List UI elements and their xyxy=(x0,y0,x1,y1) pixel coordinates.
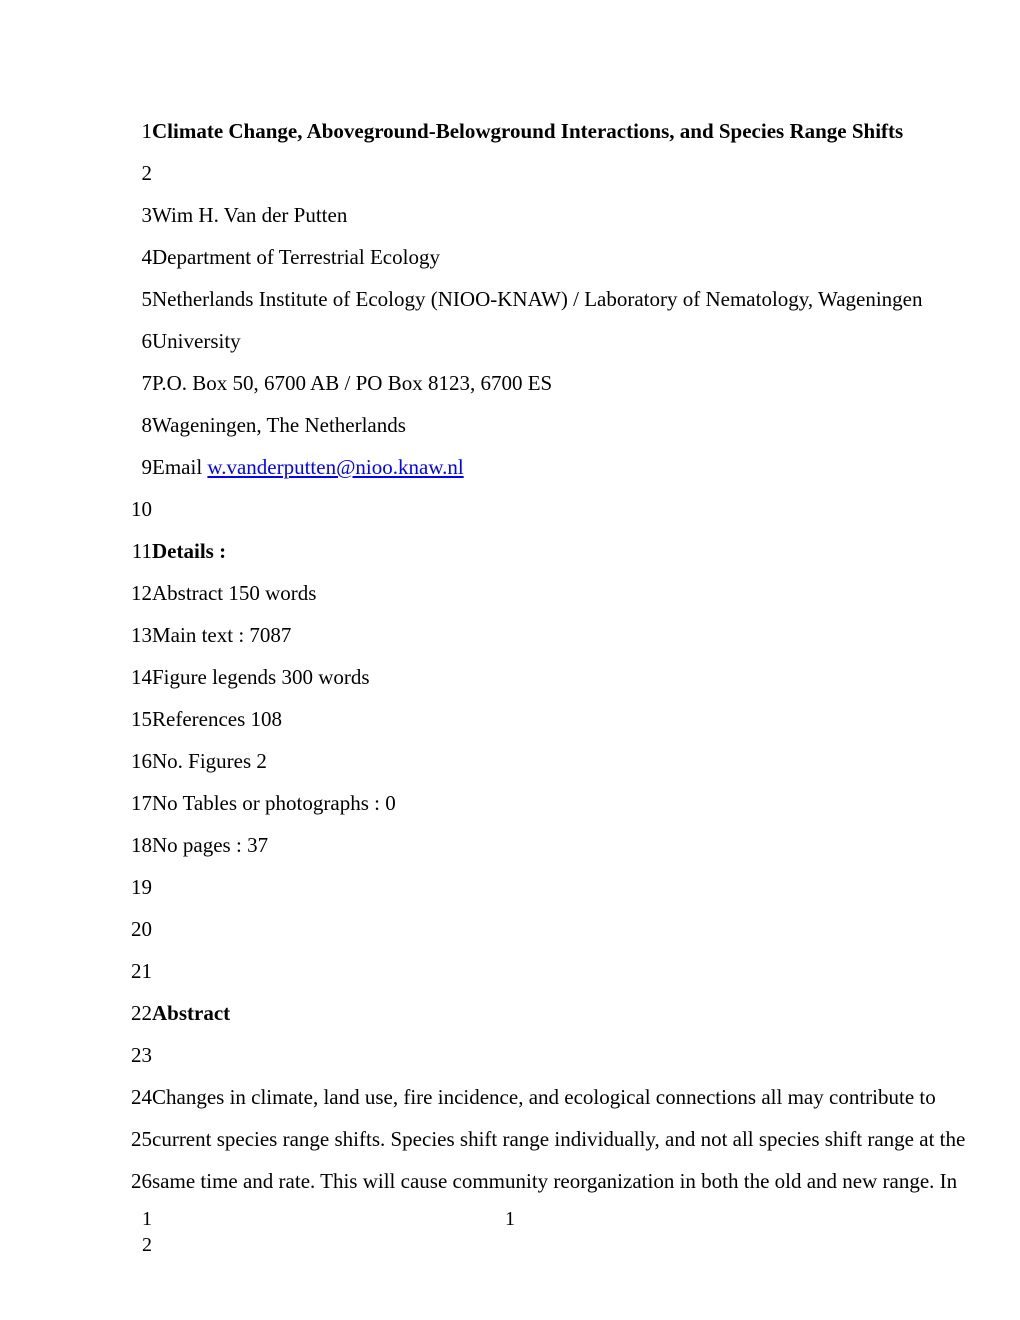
line-number: 22 xyxy=(131,1001,152,1025)
line-number: 1 xyxy=(141,119,152,143)
document-line xyxy=(0,194,1020,236)
document-line xyxy=(0,824,1020,866)
line-text: Wageningen, The Netherlands xyxy=(152,413,406,437)
document-line xyxy=(0,236,1020,278)
line-text: University xyxy=(152,329,241,353)
line-text: Figure legends 300 words xyxy=(152,665,370,689)
line-number: 21 xyxy=(131,959,152,983)
line-text: P.O. Box 50, 6700 AB / PO Box 8123, 6700 ES xyxy=(152,371,553,395)
document-line xyxy=(0,740,1020,782)
line-number: 10 xyxy=(131,497,152,521)
document-line xyxy=(0,1160,1020,1202)
document-line xyxy=(0,320,1020,362)
line-number: 12 xyxy=(131,581,152,605)
document-line xyxy=(0,404,1020,446)
line-text: Abstract 150 words xyxy=(152,581,317,605)
line-text: Details : xyxy=(152,539,227,563)
line-text-prefix: Email xyxy=(152,455,208,479)
line-text: same time and rate. This will cause community reorganization in both the old and new range. In xyxy=(152,1169,958,1193)
line-number: 5 xyxy=(141,287,152,311)
document-line xyxy=(0,362,1020,404)
line-number: 24 xyxy=(131,1085,152,1109)
document-line xyxy=(0,1076,1020,1118)
line-number: 4 xyxy=(141,245,152,269)
line-text: Wim H. Van der Putten xyxy=(152,203,348,227)
line-number: 15 xyxy=(131,707,152,731)
line-text: No pages : 37 xyxy=(152,833,269,857)
document-line xyxy=(0,1034,1020,1076)
line-number: 6 xyxy=(141,329,152,353)
footer-line-number: 1 xyxy=(142,1208,152,1230)
document-line xyxy=(0,446,1020,488)
line-number: 16 xyxy=(131,749,152,773)
line-number: 7 xyxy=(141,371,152,395)
document-line xyxy=(0,950,1020,992)
line-number: 25 xyxy=(131,1127,152,1151)
line-text: Netherlands Institute of Ecology (NIOO-KNAW) / Laboratory of Nematology, Wageningen xyxy=(152,287,923,311)
document-line xyxy=(0,866,1020,908)
email-link[interactable]: w.vanderputten@nioo.knaw.nl xyxy=(207,455,464,479)
document-line xyxy=(0,656,1020,698)
line-number: 26 xyxy=(131,1169,152,1193)
document-line xyxy=(0,992,1020,1034)
line-text: Climate Change, Aboveground-Belowground Interactions, and Species Range Shifts xyxy=(152,119,904,143)
document-line xyxy=(0,698,1020,740)
line-text: Main text : 7087 xyxy=(152,623,292,647)
document-line xyxy=(0,614,1020,656)
line-number: 13 xyxy=(131,623,152,647)
line-number: 18 xyxy=(131,833,152,857)
document-line xyxy=(0,530,1020,572)
line-number: 3 xyxy=(141,203,152,227)
line-number: 17 xyxy=(131,791,152,815)
line-text: References 108 xyxy=(152,707,283,731)
line-number: 8 xyxy=(141,413,152,437)
line-container xyxy=(0,110,1020,1202)
footer-line-number: 2 xyxy=(142,1234,152,1256)
line-text: Department of Terrestrial Ecology xyxy=(152,245,440,269)
line-number: 19 xyxy=(131,875,152,899)
document-line xyxy=(0,908,1020,950)
document-line xyxy=(0,278,1020,320)
document-line xyxy=(0,572,1020,614)
line-text: Changes in climate, land use, fire incidence, and ecological connections all may contribute to xyxy=(152,1085,936,1109)
document-line xyxy=(0,782,1020,824)
document-line xyxy=(0,110,1020,152)
page-number: 1 xyxy=(505,1208,515,1230)
line-text: Abstract xyxy=(152,1001,231,1025)
line-number: 11 xyxy=(131,539,152,563)
line-text: current species range shifts. Species shift range individually, and not all species shift range at the xyxy=(152,1127,966,1151)
line-text: No. Figures 2 xyxy=(152,749,267,773)
line-number: 9 xyxy=(141,455,152,479)
line-text: No Tables or photographs : 0 xyxy=(152,791,396,815)
line-text xyxy=(152,455,464,479)
line-number: 2 xyxy=(141,161,152,185)
document-line xyxy=(0,1118,1020,1160)
line-number: 23 xyxy=(131,1043,152,1067)
line-number: 14 xyxy=(131,665,152,689)
line-number: 20 xyxy=(131,917,152,941)
document-line xyxy=(0,488,1020,530)
document-line xyxy=(0,152,1020,194)
